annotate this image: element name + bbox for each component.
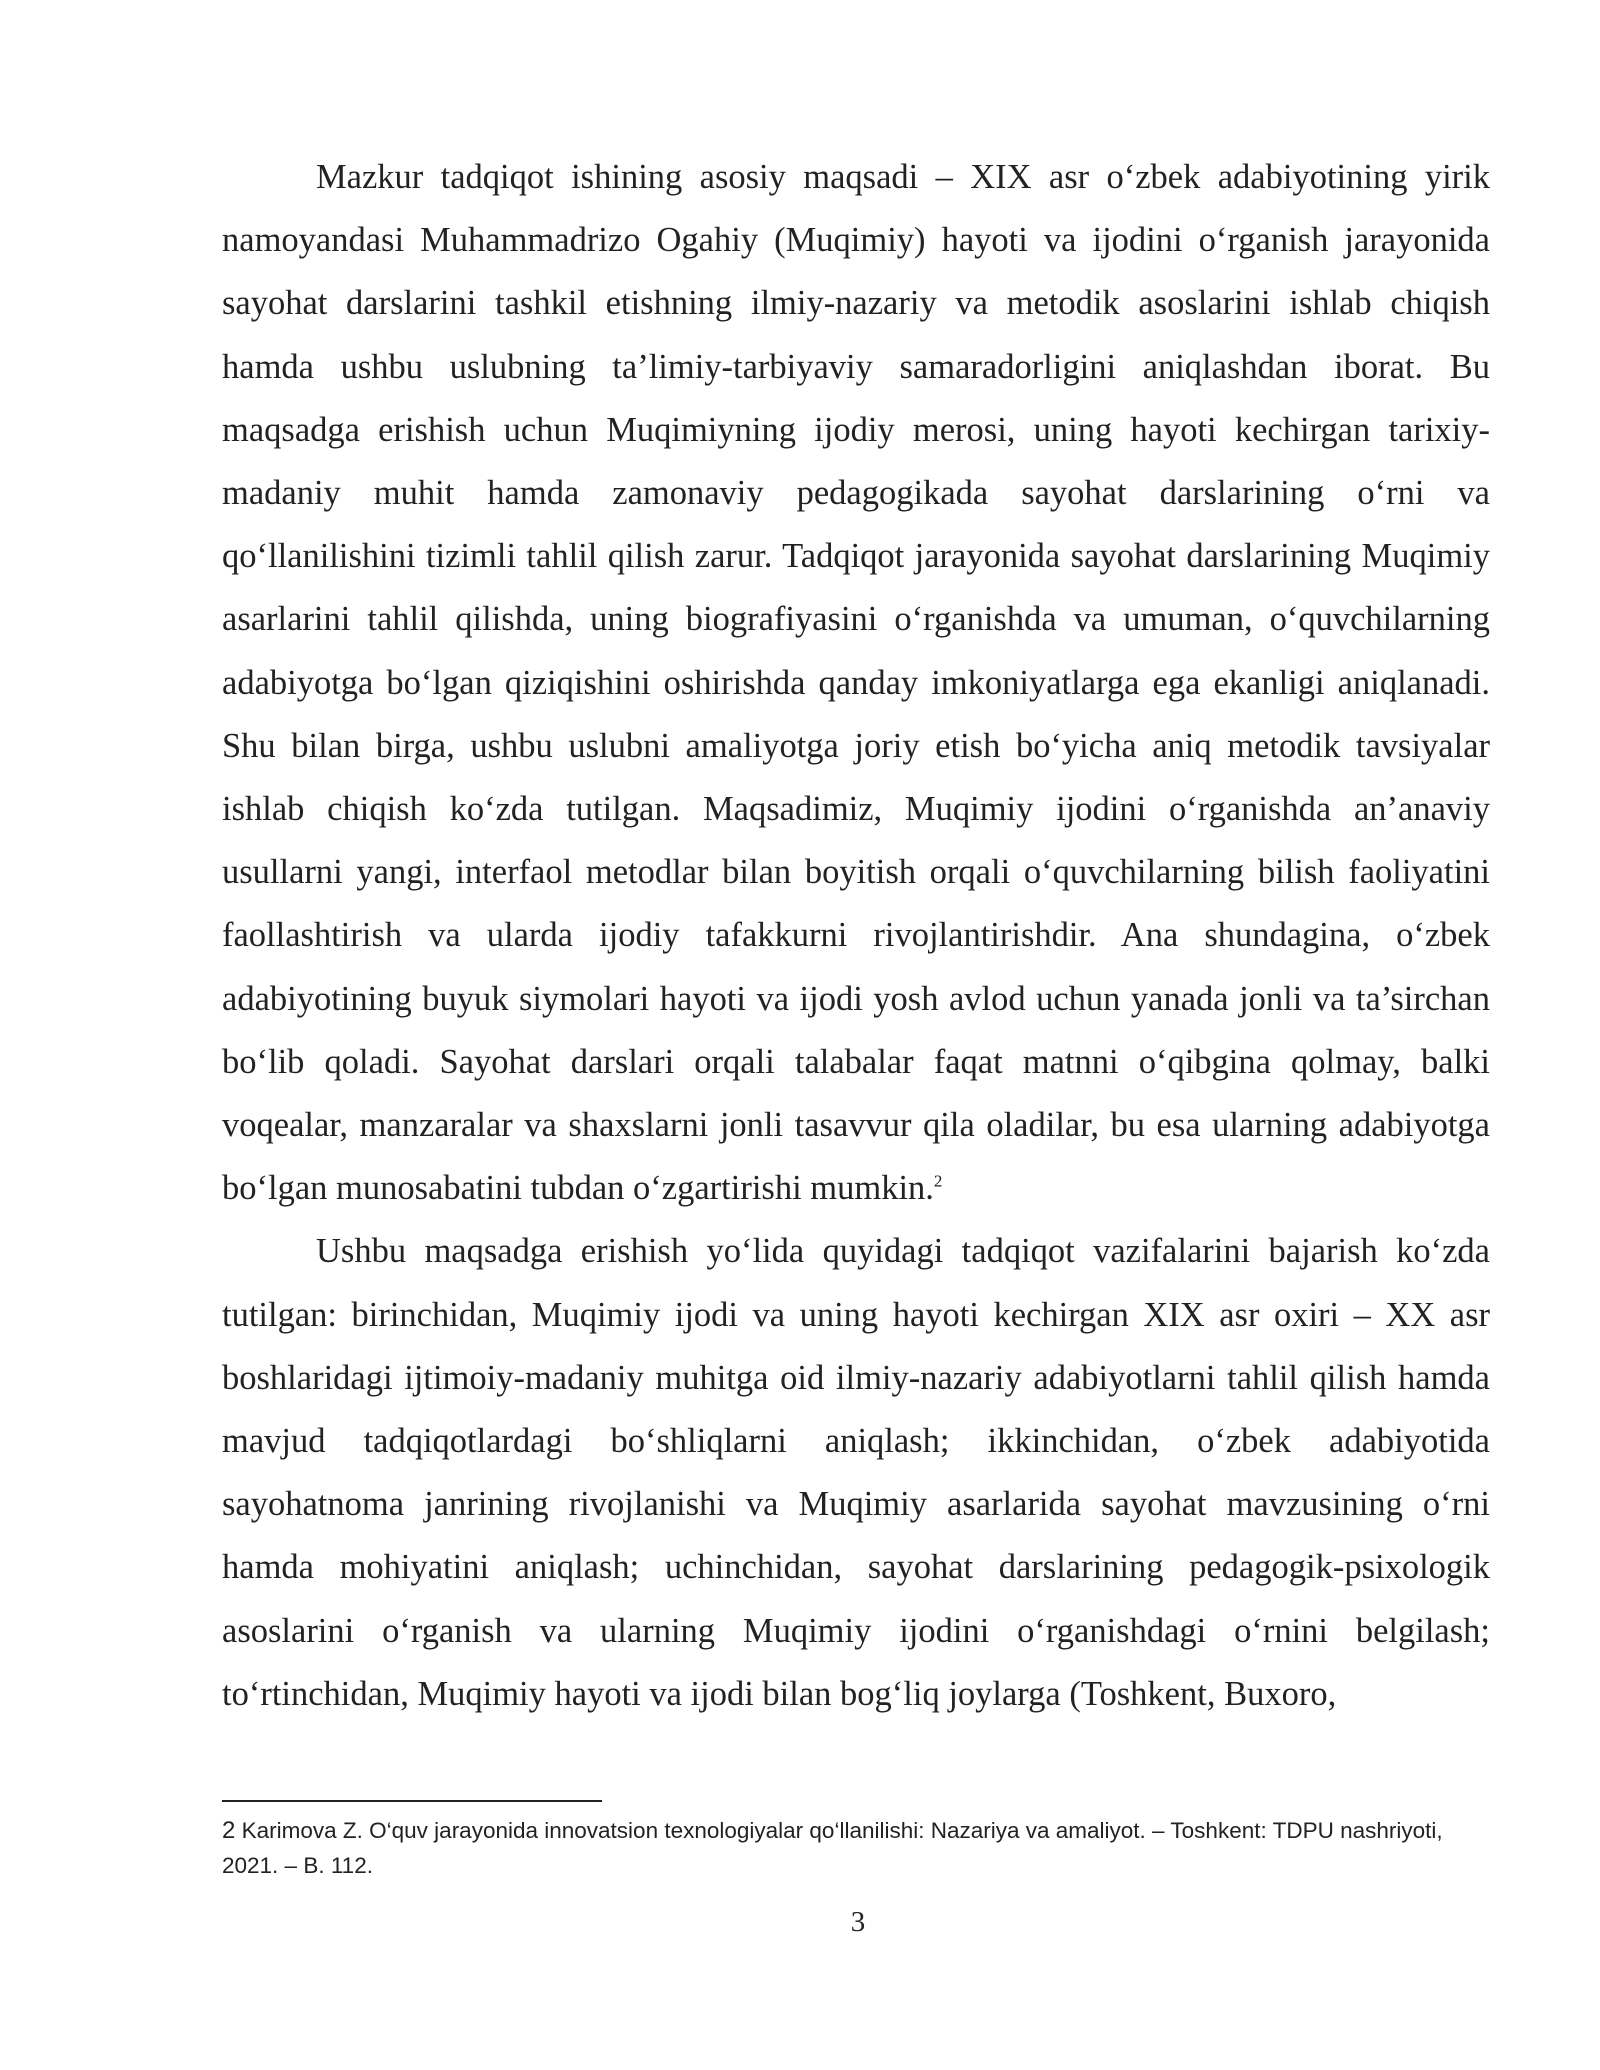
paragraph-tasks-text: Ushbu maqsadga erishish yo‘lida quyidagi tadqiqot vazifalarini bajarish ko‘zda tutilgan: birinchidan, Muqimiy ijodi va uning hayoti kechirgan XIX asr oxiri – XX asr boshlaridagi ijtimoiy-madaniy muhitga oid ilmiy-nazariy adabiyotlarni tahlil qilish hamda mavjud tadqiqotlardagi bo‘shliqlarni aniqlash; ikkinchidan, o‘zbek adabiyotida sayohatnoma janrining rivojlanishi va Muqimiy asarlarida sayohat mavzusining o‘rni hamda mohiyatini aniqlash; uchinchidan, sayohat darslarining pedagogik-psixologik asoslarini o‘rganish va ularning Muqimiy ijodini o‘rganishdagi o‘rnini belgilash; to‘rtinchidan, Muqimiy hayoti va ijodi bilan bog‘liq joylarga (Toshkent, Buxoro, bbox=[222, 1232, 1490, 1713]
paragraph-aim-text: Mazkur tadqiqot ishining asosiy maqsadi – XIX asr o‘zbek adabiyotining yirik namoyandasi Muhammadrizo Ogahiy (Muqimiy) hayoti va ijodini o‘rganish jarayonida sayohat darslarini tashkil etishning ilmiy-nazariy va metodik asoslarini ishlab chiqish hamda ushbu uslubning ta’limiy-tarbiyaviy samaradorligini aniqlashdan iborat. Bu maqsadga erishish uchun Muqimiyning ijodiy merosi, uning hayoti kechirgan tarixiy-madaniy muhit hamda zamonaviy pedagogikada sayohat darslarining o‘rni va qo‘llanilishini tizimli tahlil qilish zarur. Tadqiqot jarayonida sayohat darslarining Muqimiy asarlarini tahlil qilishda, uning biografiyasini o‘rganishda va umuman, o‘quvchilarning adabiyotga bo‘lgan qiziqishini oshirishda qanday imkoniyatlarga ega ekanligi aniqlanadi. Shu bilan birga, ushbu uslubni amaliyotga joriy etish bo‘yicha aniq metodik tavsiyalar ishlab chiqish ko‘zda tutilgan. Maqsadimiz, Muqimiy ijodini o‘rganishda an’anaviy usullarni yangi, interfaol metodlar bilan boyitish orqali o‘quvchilarning bilish faoliyatini faollashtirish va ularda ijodiy tafakkurni rivojlantirishdir. Ana shundagina, o‘zbek adabiyotining buyuk siymolari hayoti va ijodi yosh avlod uchun yanada jonli va ta’sirchan bo‘lib qoladi. Sayohat darslari orqali talabalar faqat matnni o‘qibgina qolmay, balki voqealar, manzaralar va shaxslarni jonli tasavvur qila oladilar, bu esa ularning adabiyotga bo‘lgan munosabatini tubdan o‘zgartirishi mumkin. bbox=[222, 158, 1490, 1208]
footnote-number: 2 bbox=[222, 1817, 236, 1844]
footnote-text: Karimova Z. O‘quv jarayonida innovatsion texnologiyalar qo‘llanilishi: Nazariya va amaliyot. – Toshkent: TDPU nashriyoti, 2021. – B. 112. bbox=[222, 1818, 1443, 1878]
page-number: 3 bbox=[850, 1906, 866, 1938]
paragraph-aim bbox=[222, 146, 1490, 1220]
paragraph-tasks bbox=[222, 1220, 1490, 1726]
footnote bbox=[222, 1813, 1490, 1883]
body-text bbox=[222, 146, 1490, 1726]
footnote-reference[interactable]: 2 bbox=[933, 1171, 943, 1191]
footnote-separator bbox=[222, 1800, 602, 1802]
